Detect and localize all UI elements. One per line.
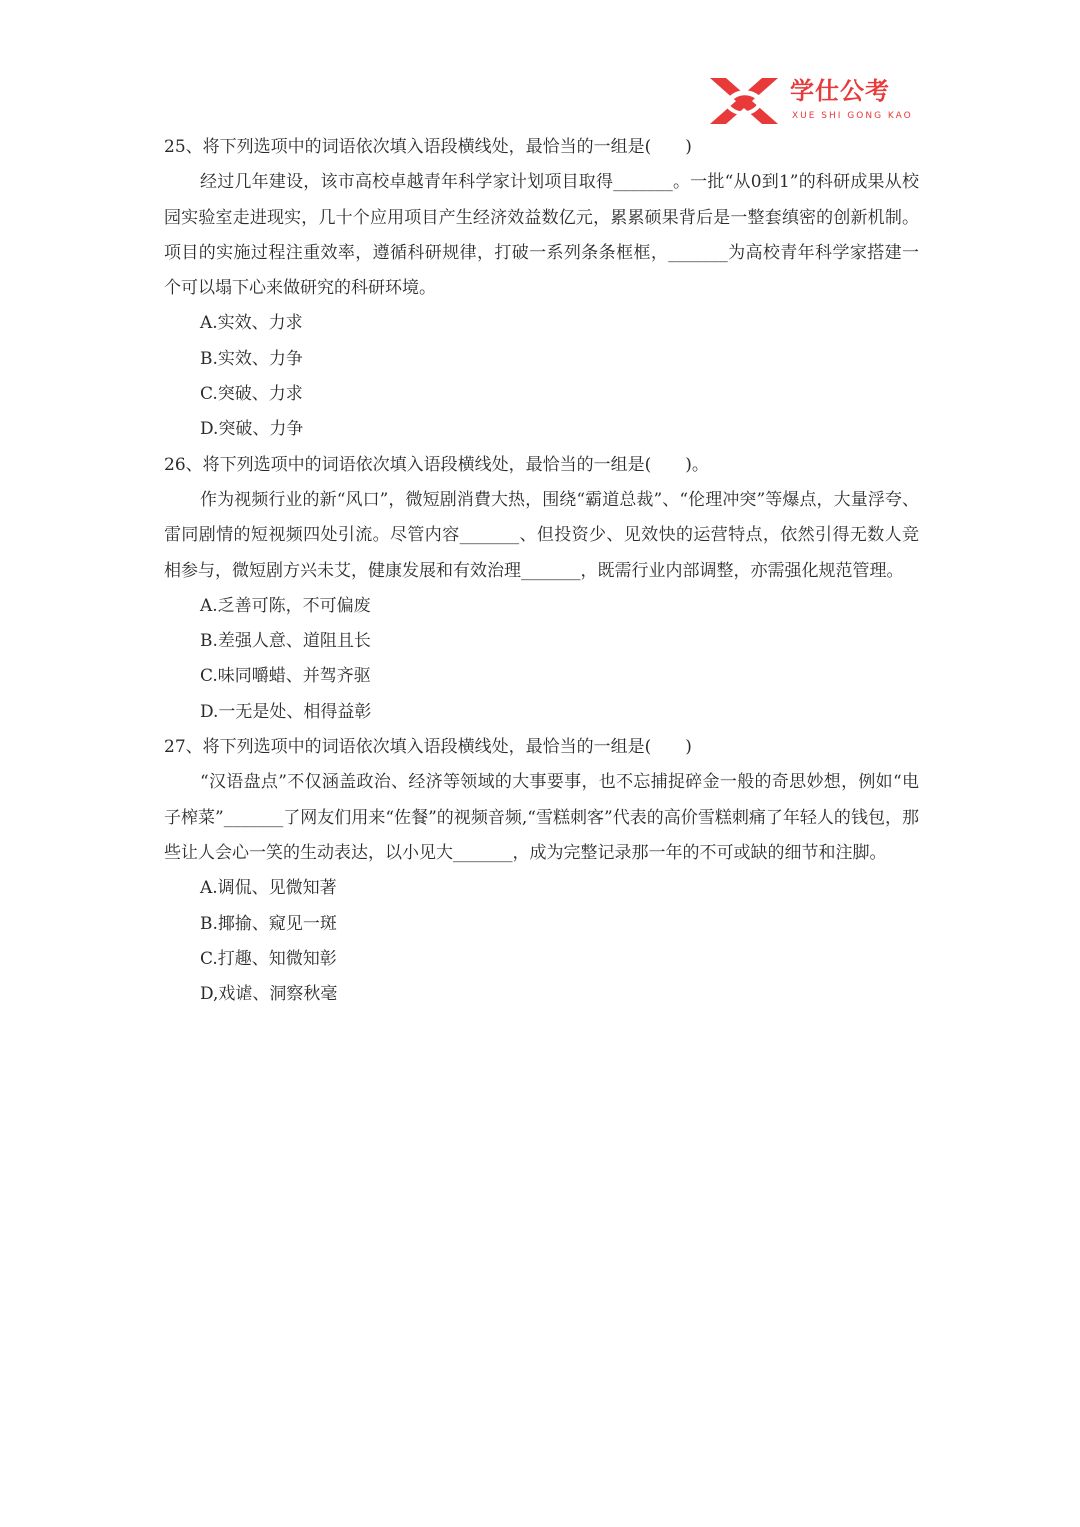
option-c: C.味同嚼蜡、并驾齐驱	[200, 666, 371, 687]
question-title: 27、将下列选项中的词语依次填入语段横线处，最恰当的一组是( )	[164, 737, 692, 758]
option-list	[164, 306, 919, 447]
option-list	[164, 871, 919, 1012]
option-c: C.打趣、知微知彰	[200, 948, 337, 969]
question-26	[164, 448, 919, 730]
option-b: B.实效、力争	[200, 348, 303, 369]
logo-subtitle: XUE SHI GONG KAO	[792, 111, 913, 121]
logo-name: 学仕公考	[790, 77, 890, 105]
option-a: A.乏善可陈，不可偏废	[200, 595, 371, 616]
option-a: A.调侃、见微知著	[200, 878, 337, 899]
option-a: A.实效、力求	[200, 313, 303, 334]
question-25	[164, 130, 919, 448]
question-27	[164, 730, 919, 1012]
question-passage: 作为视频行业的新“风口”，微短剧消費大热，围绕“霸道总裁”、“伦理冲突”等爆点，大量浮夸、雷同剧情的短视频四处引流。尽管内容_______、但投资少、见效快的运营特点，依然引得无数人竞相参与，微短剧方兴未艾，健康发展和有效治理_______，既需行业内部调整，亦需强化规范管理。	[164, 489, 919, 581]
option-c: C.突破、力求	[200, 384, 303, 405]
brand-logo	[708, 76, 923, 126]
option-b: B.差强人意、道阻且长	[200, 631, 371, 652]
option-d: D.一无是处、相得益彰	[200, 701, 372, 722]
question-title: 25、将下列选项中的词语依次填入语段横线处，最恰当的一组是( )	[164, 137, 692, 157]
question-passage: 经过几年建设，该市高校卓越青年科学家计划项目取得_______。一批“从0到1”的科研成果从校园实验室走进现实，几十个应用项目产生经济效益数亿元，累累硕果背后是一整套缜密的创新机制。项目的实施过程注重效率，遵循科研规律，打破一系列条条框框，_______为高校青年科学家搭建一个可以塌下心来做研究的科研环境。	[164, 172, 919, 299]
document-body	[164, 130, 919, 1012]
option-d: D,戏谑、洞察秋毫	[200, 984, 338, 1005]
option-b: B.揶揄、窥见一斑	[200, 913, 337, 934]
question-passage: “汉语盘点”不仅涵盖政治、经济等领域的大事要事，也不忘捕捉碎金一般的奇思妙想，例如“电子榨菜”_______了网友们用来“佐餐”的视频音频,“雪糕刺客”代表的高价雪糕刺痛了年轻人的钱包，那些让人会心一笑的生动表达，以小见大_______，成为完整记录那一年的不可或缺的细节和注脚。	[164, 772, 919, 863]
option-d: D.突破、力争	[200, 419, 304, 440]
option-list	[164, 589, 919, 730]
question-title: 26、将下列选项中的词语依次填入语段横线处，最恰当的一组是( )。	[164, 454, 709, 475]
xueshi-logo-icon	[708, 76, 780, 126]
